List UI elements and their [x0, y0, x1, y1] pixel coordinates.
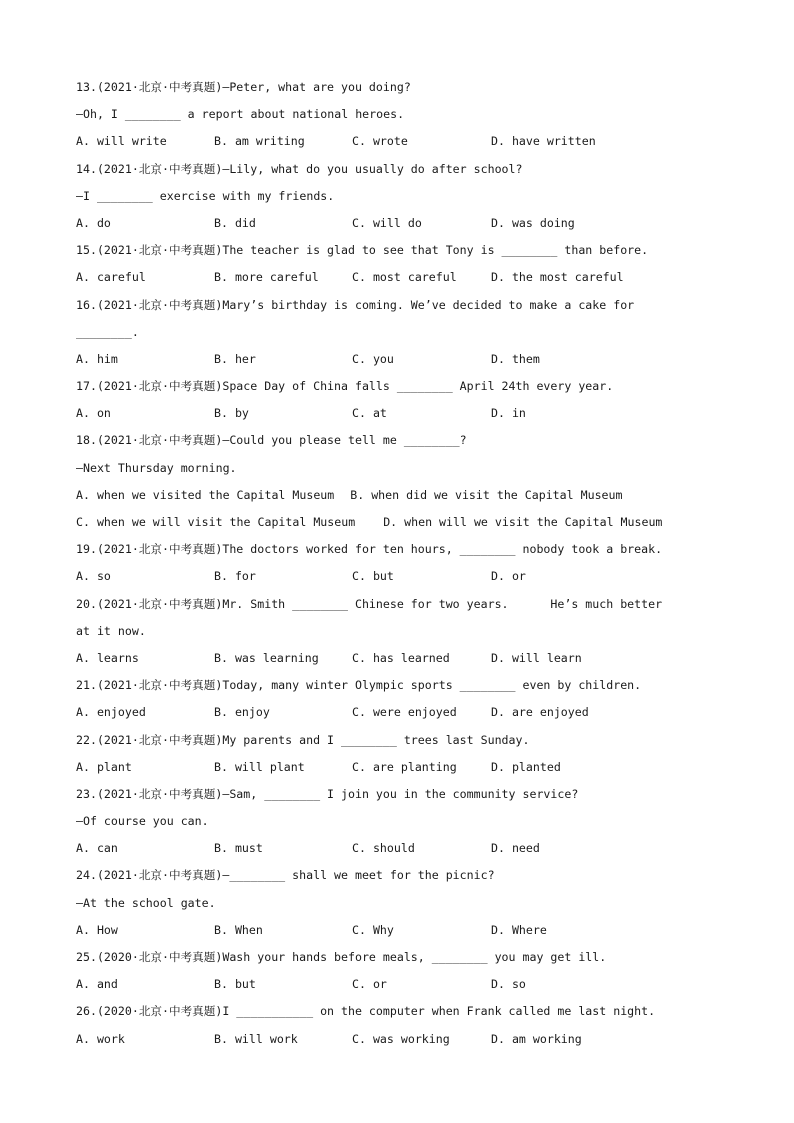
option-b: B. did — [214, 215, 256, 230]
option-d: D. need — [491, 841, 540, 856]
option-b: B. When — [214, 922, 263, 937]
question-stem: 20.(2021·北京·中考真题)Mr. Smith ________ Chinese for two years. He’s much better — [76, 596, 663, 611]
option-c: C. were enjoyed — [352, 705, 457, 720]
option-c: C. but — [352, 569, 394, 584]
option-a: A. so — [76, 569, 111, 584]
question-17 — [76, 373, 726, 427]
option-a: A. How — [76, 922, 118, 937]
option-d: D. the most careful — [491, 270, 624, 285]
option-a: A. plant — [76, 759, 132, 774]
options-row — [76, 563, 726, 590]
option-d: D. in — [491, 406, 526, 421]
option-c: C. has learned — [352, 650, 450, 665]
option-a: A. work — [76, 1031, 125, 1046]
option-c: C. you — [352, 351, 394, 366]
option-a: A. can — [76, 841, 118, 856]
question-stem: 24.(2021·北京·中考真题)—________ shall we meet for the picnic? — [76, 868, 495, 883]
options-row — [76, 482, 726, 509]
option-d: D. am working — [491, 1031, 582, 1046]
option-c: C. when we will visit the Capital Museum — [76, 515, 356, 529]
options-row — [76, 835, 726, 862]
options-row — [76, 264, 726, 291]
option-b: B. will plant — [214, 759, 305, 774]
options-row — [76, 645, 726, 672]
option-d: D. them — [491, 351, 540, 366]
option-b: B. her — [214, 351, 256, 366]
option-a: A. on — [76, 406, 111, 421]
question-stem: 25.(2020·北京·中考真题)Wash your hands before meals, ________ you may get ill. — [76, 950, 607, 964]
question-16 — [76, 292, 726, 374]
question-20 — [76, 591, 726, 673]
option-d: D. was doing — [491, 215, 575, 230]
option-b: B. for — [214, 569, 256, 584]
option-d: D. so — [491, 977, 526, 992]
option-a: A. do — [76, 215, 111, 230]
option-c: C. at — [352, 406, 387, 421]
option-b: B. will work — [214, 1031, 298, 1046]
question-23 — [76, 781, 726, 863]
option-c: C. most careful — [352, 270, 457, 285]
option-a: A. him — [76, 351, 118, 366]
option-d: D. will learn — [491, 650, 582, 665]
dialog-line: —At the school gate. — [76, 895, 216, 910]
question-18 — [76, 427, 726, 536]
options-row — [76, 699, 726, 726]
option-d: D. planted — [491, 759, 561, 774]
question-24 — [76, 862, 726, 944]
option-a: A. will write — [76, 134, 167, 149]
option-b: B. more careful — [214, 270, 319, 285]
option-d: D. when will we visit the Capital Museum — [383, 515, 663, 529]
question-stem: 17.(2021·北京·中考真题)Space Day of China falls ________ April 24th every year. — [76, 379, 614, 394]
dialog-line: —Next Thursday morning. — [76, 460, 237, 475]
question-stem: 26.(2020·北京·中考真题)I ___________ on the computer when Frank called me last night. — [76, 1004, 656, 1019]
options-row — [76, 509, 726, 536]
question-stem: 14.(2021·北京·中考真题)—Lily, what do you usually do after school? — [76, 161, 523, 176]
question-stem: 22.(2021·北京·中考真题)My parents and I ________ trees last Sunday. — [76, 732, 530, 747]
option-d: D. have written — [491, 134, 596, 149]
option-c: C. wrote — [352, 134, 408, 149]
options-row — [76, 128, 726, 155]
options-row — [76, 754, 726, 781]
options-row — [76, 210, 726, 237]
option-d: D. Where — [491, 922, 547, 937]
question-25 — [76, 944, 726, 998]
question-19 — [76, 536, 726, 590]
option-b: B. enjoy — [214, 705, 270, 720]
question-22 — [76, 727, 726, 781]
option-c: C. Why — [352, 922, 394, 937]
question-26 — [76, 998, 726, 1052]
question-stem: 16.(2021·北京·中考真题)Mary’s birthday is coming. We’ve decided to make a cake for — [76, 297, 635, 312]
dialog-line: —Oh, I ________ a report about national heroes. — [76, 107, 405, 122]
options-row — [76, 971, 726, 998]
option-a: A. careful — [76, 270, 146, 285]
option-c: C. was working — [352, 1031, 450, 1046]
option-d: D. or — [491, 569, 526, 584]
option-a: A. learns — [76, 650, 139, 665]
options-row — [76, 917, 726, 944]
question-stem: 18.(2021·北京·中考真题)—Could you please tell me ________? — [76, 433, 467, 448]
option-a: A. enjoyed — [76, 705, 146, 720]
exercise-page — [76, 74, 726, 1053]
option-a: A. and — [76, 977, 118, 992]
dialog-line: ________. — [76, 324, 139, 339]
option-a: A. when we visited the Capital Museum — [76, 487, 335, 502]
option-b: B. by — [214, 406, 249, 421]
options-row — [76, 1026, 726, 1053]
question-14 — [76, 156, 726, 238]
option-d: D. are enjoyed — [491, 705, 589, 720]
question-stem: 15.(2021·北京·中考真题)The teacher is glad to see that Tony is ________ than before. — [76, 243, 649, 258]
option-b: B. was learning — [214, 650, 319, 665]
option-c: C. or — [352, 977, 387, 992]
question-15 — [76, 237, 726, 291]
option-c: C. should — [352, 841, 415, 856]
question-stem: 23.(2021·北京·中考真题)—Sam, ________ I join you in the community service? — [76, 786, 579, 801]
option-c: C. are planting — [352, 759, 457, 774]
option-b: B. but — [214, 977, 256, 992]
question-stem: 13.(2021·北京·中考真题)—Peter, what are you doing? — [76, 80, 411, 94]
options-row — [76, 400, 726, 427]
question-21 — [76, 672, 726, 726]
option-b: B. am writing — [214, 134, 305, 149]
option-b: B. must — [214, 841, 263, 856]
dialog-line: at it now. — [76, 623, 146, 638]
dialog-line: —Of course you can. — [76, 814, 209, 829]
question-stem: 21.(2021·北京·中考真题)Today, many winter Olympic sports ________ even by children. — [76, 678, 642, 693]
question-stem: 19.(2021·北京·中考真题)The doctors worked for ten hours, ________ nobody took a break. — [76, 542, 663, 557]
dialog-line: —I ________ exercise with my friends. — [76, 188, 335, 203]
options-row — [76, 346, 726, 373]
option-c: C. will do — [352, 215, 422, 230]
option-b: B. when did we visit the Capital Museum — [350, 487, 623, 502]
question-13 — [76, 74, 726, 156]
